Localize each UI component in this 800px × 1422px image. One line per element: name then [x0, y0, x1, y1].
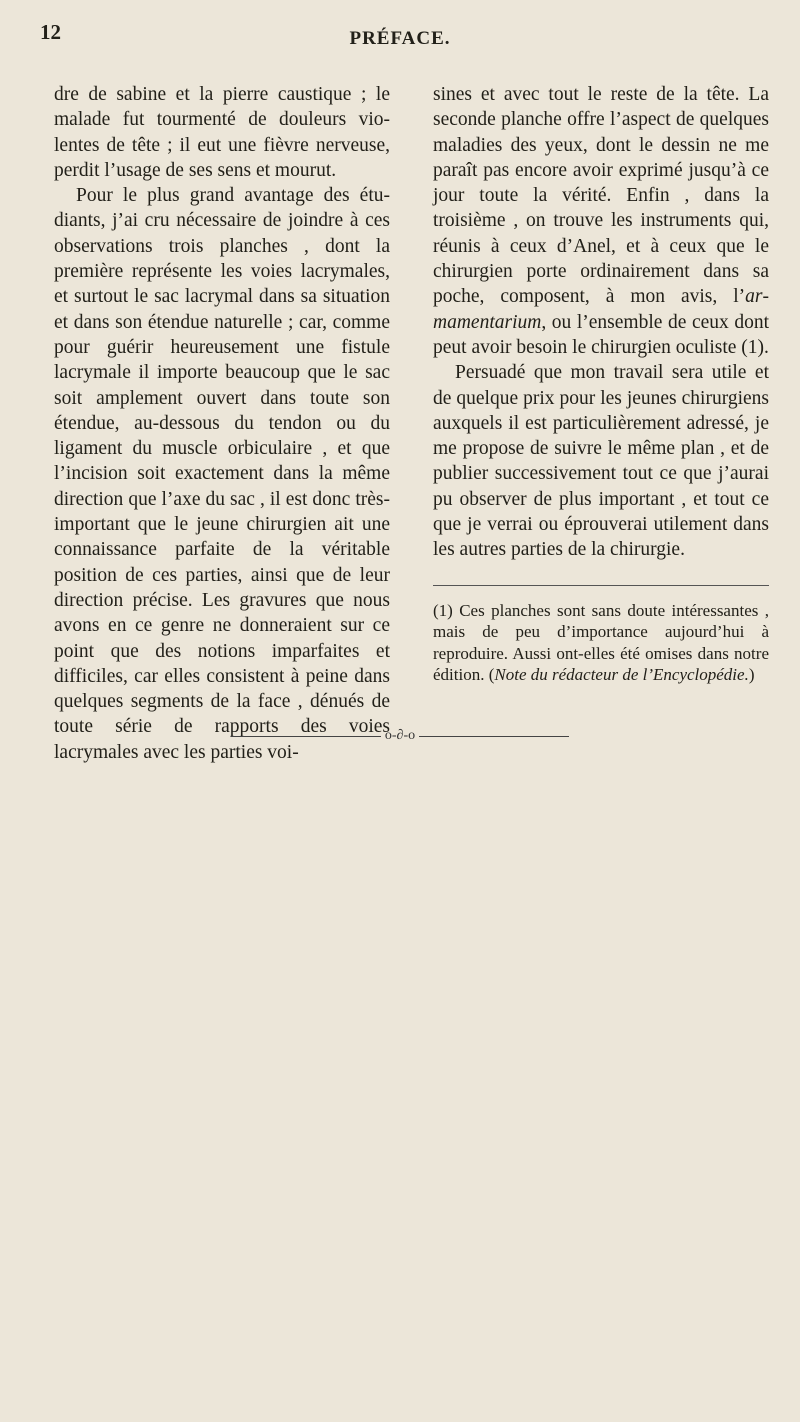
ornament-line-left: [231, 736, 381, 737]
footnote: [433, 600, 769, 686]
end-ornament: [0, 728, 800, 744]
paragraph-conclusion: Persuadé que mon travail sera utile et de quelque prix pour les jeunes chirurgiens auxquels il est particulièrement adressé, je me propose de suivre le même plan , et de publier successivement tout ce que j’aurai pu observer de plus important , et tout ce que je verrai ou éprouverai utilement dans les autres parties de la chirurgie.: [433, 362, 769, 561]
paragraph-text-end: , ou l’ensemble de ceux dont peut avoir besoin le chirurgien oculiste (1).: [433, 311, 769, 358]
left-column: [54, 82, 390, 765]
footnote-end: ): [748, 665, 755, 685]
footnote-attribution: Note du rédacteur de l’Encyclopédie.: [494, 665, 749, 685]
ornament-glyph: o-∂-o: [384, 728, 416, 743]
footnote-rule: [433, 585, 769, 586]
page-number: 12: [40, 20, 61, 44]
paragraph-continuation: dre de sabine et la pierre caustique ; le malade fut tourmenté de douleurs violentes de tête ; il eut une fièvre nerveuse, perdit l’usage de ses sens et mourut.: [54, 84, 390, 181]
footnote-text: (1) Ces planches sont sans doute intéressantes , mais de peu d’importance aujourd’hui à reproduire. Aussi ont-elles été omises dans notre édition. (: [433, 600, 769, 685]
paragraph-text: sines et avec tout le reste de la tête. La seconde planche offre l’aspect de quelques maladies des yeux, dont le dessin ne me paraît pas encore avoir exprimé jusqu’à ce jour toute la vérité. Enfin , dans la troisième , on trouve les instruments qui, réunis à ceux d’Anel, et à ceux que le chirurgien porte ordinairement dans sa poche, composent, à mon avis, l’: [433, 84, 769, 308]
right-column: [433, 82, 769, 686]
ornament-line-right: [419, 736, 569, 737]
running-title: PRÉFACE.: [349, 28, 451, 49]
paragraph-planches: Pour le plus grand avantage des étudiants, j’ai cru nécessaire de joindre à ces observations trois planches , dont la première représente les voies lacrymales, et surtout le sac lacrymal dans sa situation et dans son étendue naturelle ; car, comme pour guérir heureusement une fistule lacrymale il importe beaucoup que le sac soit amplement ouvert dans toute son étendue, au-dessous du tendon ou du ligament du muscle orbiculaire , et que l’incision soit exactement dans la même direction que l’axe du sac , il est donc très-important que le jeune chirurgien ait une connaissance parfaite de la véritable position de ces parties, ainsi que de leur direction précise. Les gravures que nous avons en ce genre ne donneraient sur ce point que des notions imparfaites et difficiles, car elles consistent à peine dans quelques segments de la face , dénués de toute série de rapports des voies lacrymales avec les parties voi-: [54, 185, 390, 763]
paragraph-planches-continued: [433, 82, 769, 360]
armamentarium-term: armamentarium: [433, 286, 769, 333]
